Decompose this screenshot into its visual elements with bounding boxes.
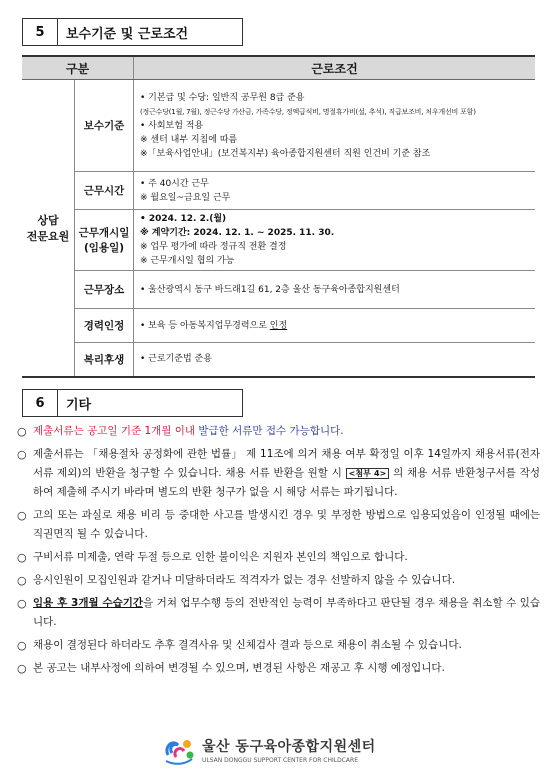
row-value: [134, 172, 536, 210]
section-title: 보수기준 및 근로조건: [58, 18, 243, 46]
category-label: 상담 전문요원: [26, 213, 70, 243]
section-6-header: [22, 389, 243, 417]
value-underlined: 인정: [269, 320, 288, 331]
row-label-text: 근무개시일 (임용일): [78, 227, 130, 254]
text-part: 을 거쳐 업무수행 등의 전반적인 능력이 부족하다고 판단될 경우 채용을 취소할 수 있습니다.: [33, 597, 541, 628]
circle-bullet-icon: ○: [17, 551, 27, 564]
table-row: [22, 309, 535, 343]
row-value: [134, 210, 536, 271]
value-line: • 2024. 12. 2.(월): [140, 214, 227, 224]
item-text: [33, 594, 540, 632]
row-value: • 울산광역시 동구 바드래1길 61, 2층 울산 동구육아종합지원센터: [134, 271, 536, 309]
category-cell: [22, 80, 75, 377]
circle-bullet-icon: ○: [17, 662, 27, 675]
row-value: [134, 309, 536, 343]
value-line: ※ 센터 내부 지침에 따름: [140, 134, 238, 145]
table-row: [22, 343, 535, 377]
value-line: ※ 업무 평가에 따라 정규직 전환 결정: [140, 242, 287, 252]
row-label: 경력인정: [75, 309, 134, 343]
text-part: 제출서류는 「채용절차 공정화에 관한 법률」 제 11조에 의거 채용 여부 확정일 이후 14일까지 채용서류(전자서류 제외)의 반환을 청구할 수 있습니다. 채용 서류 반환을 원할 시: [33, 448, 540, 479]
item-text: [33, 422, 540, 441]
table-row: [22, 210, 535, 271]
circle-bullet-icon: ○: [17, 448, 27, 461]
list-item: [17, 506, 540, 544]
circle-bullet-icon: ○: [17, 639, 27, 652]
value-text: • 보육 등 아동복지업무경력으로: [140, 320, 270, 331]
list-item: [17, 548, 540, 567]
header-category: 구분: [22, 56, 134, 80]
row-label: 보수기준: [75, 80, 134, 172]
item-text: 고의 또는 과실로 채용 비리 등 중대한 사고를 발생시킨 경우 및 부정한 방법으로 임용되었음이 인정될 때에는 직권면직 될 수 있습니다.: [33, 509, 540, 540]
list-item: [17, 594, 540, 632]
item-text: 응시인원이 모집인원과 같거나 미달하더라도 적격자가 없는 경우 선발하지 않을 수 있습니다.: [33, 574, 456, 586]
value-line: ※ 계약기간: 2024. 12. 1. ~ 2025. 11. 30.: [140, 228, 335, 238]
row-label: 근무시간: [75, 172, 134, 210]
row-label: 근무장소: [75, 271, 134, 309]
attachment-badge: <첨부 4>: [346, 468, 390, 479]
circle-bullet-icon: ○: [17, 509, 27, 522]
table-row: [22, 271, 535, 309]
center-logo-icon: [162, 735, 196, 765]
list-item: [17, 571, 540, 590]
value-line: • 주 40시간 근무: [140, 178, 209, 189]
value-line: ※ 월요일~금요일 근무: [140, 192, 231, 203]
text-part: 발급한 서류만 접수 가능합니다.: [195, 425, 344, 437]
conditions-table: [22, 55, 535, 378]
row-value: • 근로기준법 준용: [134, 343, 536, 377]
text-part: 제출서류는: [33, 425, 88, 437]
circle-bullet-icon: ○: [17, 425, 27, 438]
table-row: [22, 80, 535, 172]
value-line: ※「보육사업안내」(보건복지부) 육아종합지원센터 직원 인건비 기준 참조: [140, 148, 431, 159]
footer-logo: [162, 735, 376, 765]
circle-bullet-icon: ○: [17, 574, 27, 587]
row-value: [134, 80, 536, 172]
item-text: 채용이 결정된다 하더라도 추후 결격사유 및 신체검사 결과 등으로 채용이 취소될 수 있습니다.: [33, 639, 462, 651]
text-part: 의 채용 서류 반환청구서를 작성하여 제출해 주시기 바라며 별도의 반환 청구가 없을 시 해당 서류는 파기됩니다.: [33, 467, 541, 498]
item-text: [33, 445, 540, 502]
section-title: 기타: [58, 389, 243, 417]
list-item: [17, 422, 540, 441]
table-header-row: [22, 56, 535, 80]
list-item: [17, 445, 540, 502]
value-line: • 기본급 및 수당: 일반직 공무원 8급 준용: [140, 92, 305, 103]
table-row: [22, 172, 535, 210]
section-number: 6: [22, 389, 58, 417]
section-number: 5: [22, 18, 58, 46]
value-line: • 사회보험 적용: [140, 120, 204, 131]
value-line: ※ 근무개시일 협의 가능: [140, 256, 235, 266]
section-5-header: [22, 18, 243, 46]
text-part: 공고일 기준 1개월 이내: [87, 425, 196, 437]
center-name-english: ULSAN DONGGU SUPPORT CENTER FOR CHILDCARE: [202, 757, 358, 764]
text-part: 임용 후 3개월 수습기간: [33, 597, 144, 609]
item-text: 구비서류 미제출, 연락 두절 등으로 인한 불이익은 지원자 본인의 책임으로 합니다.: [33, 551, 408, 563]
value-line: (정근수당(1월, 7월), 정근수당 가산금, 가족수당, 정액급식비, 명절휴가비(설, 추석), 직급보조비, 처우개선비 포함): [140, 107, 476, 116]
notes-list: [17, 422, 540, 682]
row-label: [75, 210, 134, 271]
list-item: [17, 659, 540, 678]
circle-bullet-icon: ○: [17, 597, 27, 610]
center-name: 울산 동구육아종합지원센터: [202, 739, 376, 755]
row-label: 복리후생: [75, 343, 134, 377]
list-item: [17, 636, 540, 655]
item-text: 본 공고는 내부사정에 의하여 변경될 수 있으며, 변경된 사항은 재공고 후 시행 예정입니다.: [33, 662, 445, 674]
header-conditions: 근로조건: [134, 56, 536, 80]
